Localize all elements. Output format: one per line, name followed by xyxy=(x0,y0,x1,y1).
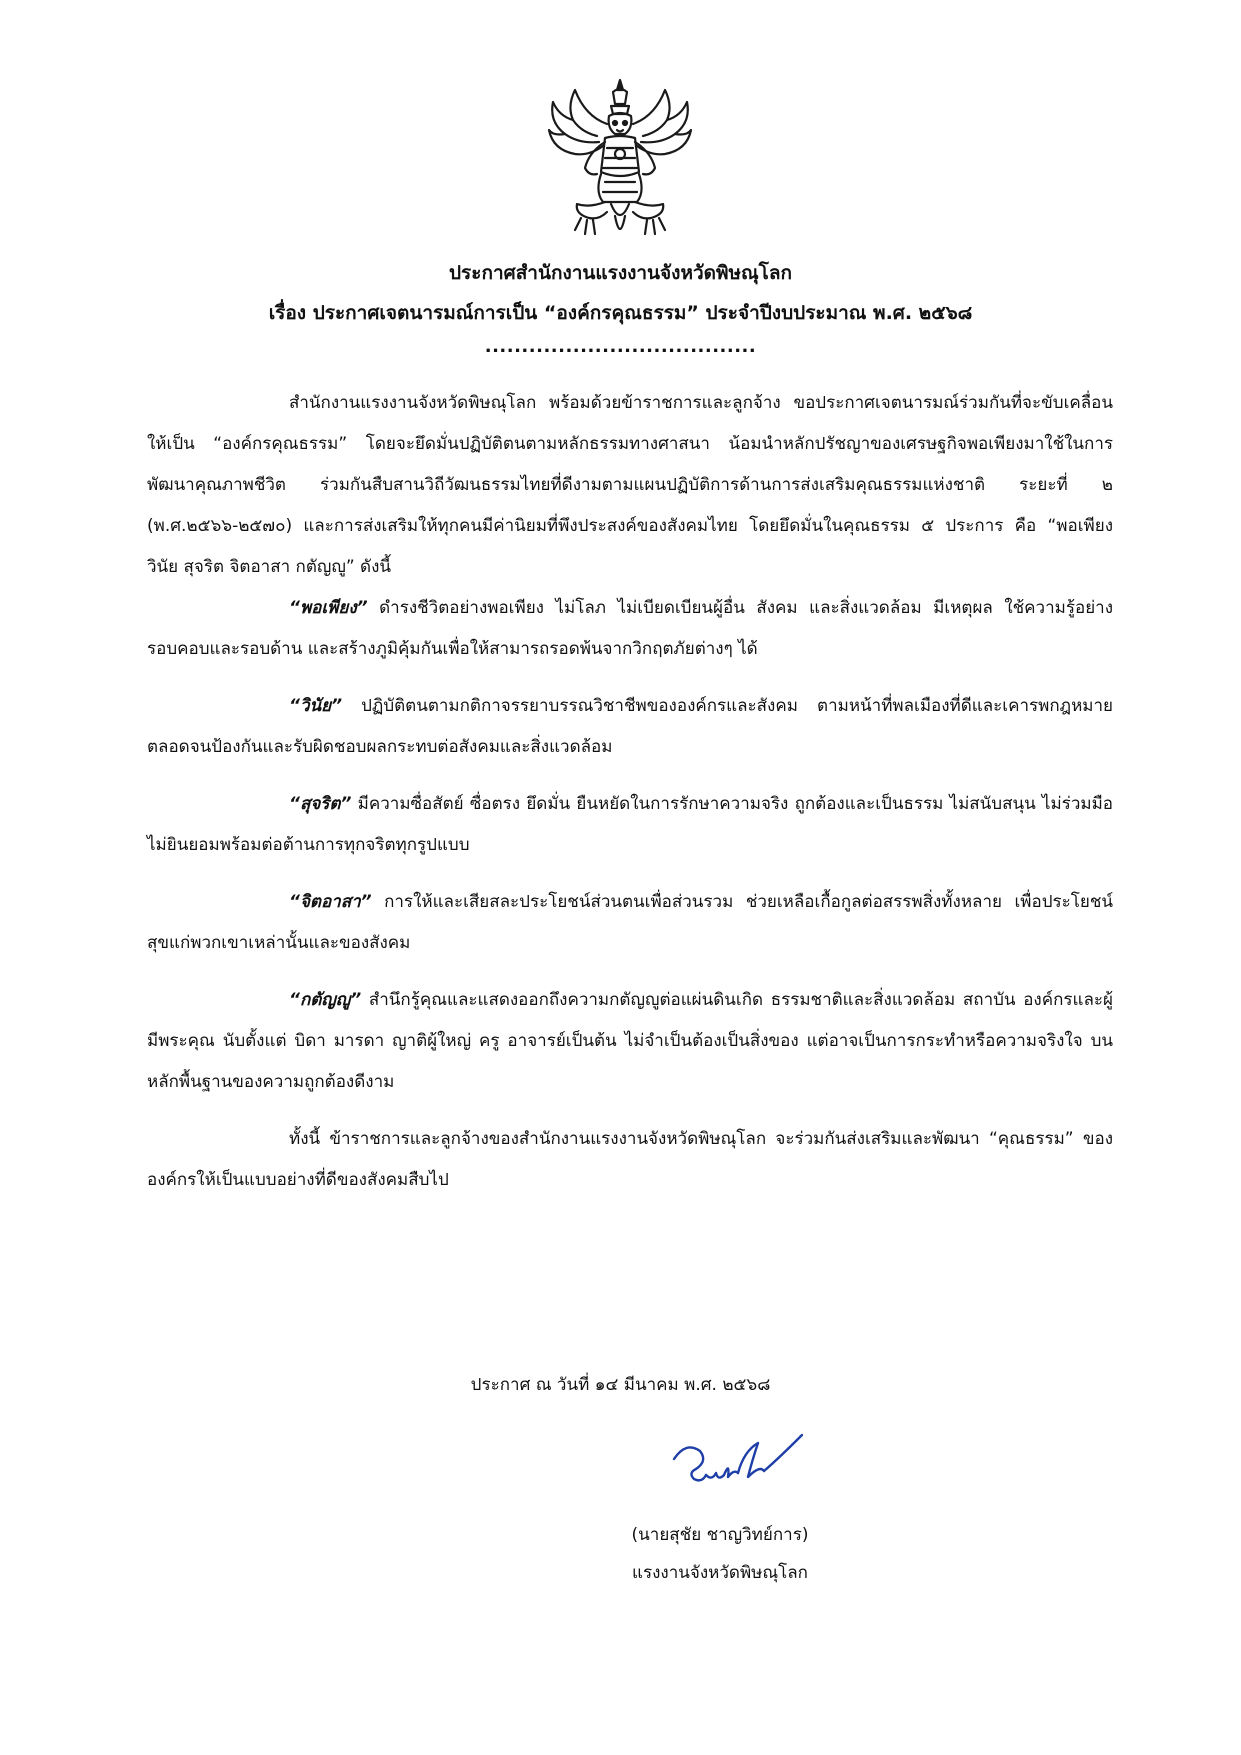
intro-paragraph: สำนักงานแรงงานจังหวัดพิษณุโลก พร้อมด้วยข้าราชการและลูกจ้าง ขอประกาศเจตนารมณ์ร่วมกันที่จะขับเคลื่อนให้เป็น “องค์กรคุณธรรม” โดยจะยึดมั่นปฏิบัติตนตามหลักธรรมทางศาสนา น้อมนำหลักปรัชญาของเศรษฐกิจพอเพียงมาใช้ในการพัฒนาคุณภาพชีวิต ร่วมกันสืบสานวิถีวัฒนธรรมไทยที่ดีงามตามแผนปฏิบัติการด้านการส่งเสริมคุณธรรมแห่งชาติ ระยะที่ ๒ (พ.ศ.๒๕๖๖-๒๕๗๐) และการส่งเสริมให้ทุกคนมีค่านิยมที่พึงประสงค์ของสังคมไทย โดยยึดมั่นในคุณธรรม ๕ ประการ คือ “พอเพียง วินัย สุจริต จิตอาสา กตัญญู” ดังนี้ xyxy=(147,393,1113,577)
signer-position: แรงงานจังหวัดพิษณุโลก xyxy=(632,1563,808,1583)
virtue-paragraph-discipline xyxy=(147,686,1113,768)
virtue-text: ดำรงชีวิตอย่างพอเพียง ไม่โลภ ไม่เบียดเบียนผู้อื่น สังคม และสิ่งแวดล้อม มีเหตุผล ใช้ความรู้อย่างรอบคอบและรอบด้าน และสร้างภูมิคุ้มกันเพื่อให้สามารถรอดพ้นจากวิกฤตภัยต่างๆ ได้ xyxy=(147,598,1113,659)
title-separator: ..................................... xyxy=(484,336,757,357)
announcement-title: ประกาศสำนักงานแรงงานจังหวัดพิษณุโลก xyxy=(448,262,793,284)
virtue-text: สำนึกรู้คุณและแสดงออกถึงความกตัญญูต่อแผ่นดินเกิด ธรรมชาติและสิ่งแวดล้อม สถาบัน องค์กรและผู้มีพระคุณ นับตั้งแต่ บิดา มารดา ญาติผู้ใหญ่ ครู อาจารย์เป็นต้น ไม่จำเป็นต้องเป็นสิ่งของ แต่อาจเป็นการกระทำหรือความจริงใจ บนหลักพื้นฐานของความถูกต้องดีงาม xyxy=(147,990,1113,1092)
announcement-body xyxy=(147,383,1113,1201)
virtue-paragraph-sufficiency xyxy=(147,588,1113,670)
virtue-keyword: “สุจริต” xyxy=(289,794,352,814)
virtue-keyword: “พอเพียง” xyxy=(289,598,368,618)
virtue-paragraph-volunteer xyxy=(147,882,1113,964)
virtue-paragraph-gratitude xyxy=(147,980,1113,1103)
virtue-keyword: “จิตอาสา” xyxy=(289,892,372,912)
closing-paragraph: ทั้งนี้ ข้าราชการและลูกจ้างของสำนักงานแรงงานจังหวัดพิษณุโลก จะร่วมกันส่งเสริมและพัฒนา “คุณธรรม” ขององค์กรให้เป็นแบบอย่างที่ดีของสังคมสืบไป xyxy=(147,1129,1113,1190)
announcement-date: ประกาศ ณ วันที่ ๑๔ มีนาคม พ.ศ. ๒๕๖๘ xyxy=(470,1375,771,1395)
virtue-paragraph-honesty xyxy=(147,784,1113,866)
virtue-text: การให้และเสียสละประโยชน์ส่วนตนเพื่อส่วนรวม ช่วยเหลือเกื้อกูลต่อสรรพสิ่งทั้งหลาย เพื่อประโยชน์สุขแก่พวกเขาเหล่านั้นและของสังคม xyxy=(147,892,1113,953)
virtue-keyword: “กตัญญู” xyxy=(289,990,362,1010)
announcement-subject: เรื่อง ประกาศเจตนารมณ์การเป็น “องค์กรคุณธรรม” ประจำปีงบประมาณ พ.ศ. ๒๕๖๘ xyxy=(268,302,973,324)
virtue-text: มีความซื่อสัตย์ ซื่อตรง ยึดมั่น ยืนหยัดในการรักษาความจริง ถูกต้องและเป็นธรรม ไม่สนับสนุน ไม่ร่วมมือ ไม่ยินยอมพร้อมต่อต้านการทุกจริตทุกรูปแบบ xyxy=(147,794,1113,855)
virtue-text: ปฏิบัติตนตามกติกาจรรยาบรรณวิชาชีพขององค์กรและสังคม ตามหน้าที่พลเมืองที่ดีและเคารพกฎหมาย ตลอดจนป้องกันและรับผิดชอบผลกระทบต่อสังคมและสิ่งแวดล้อม xyxy=(147,696,1113,757)
handwritten-signature xyxy=(668,1421,808,1511)
virtue-keyword: “วินัย” xyxy=(289,696,343,716)
signer-name: (นายสุชัย ชาญวิทย์การ) xyxy=(631,1525,809,1545)
garuda-emblem-icon xyxy=(545,76,695,248)
